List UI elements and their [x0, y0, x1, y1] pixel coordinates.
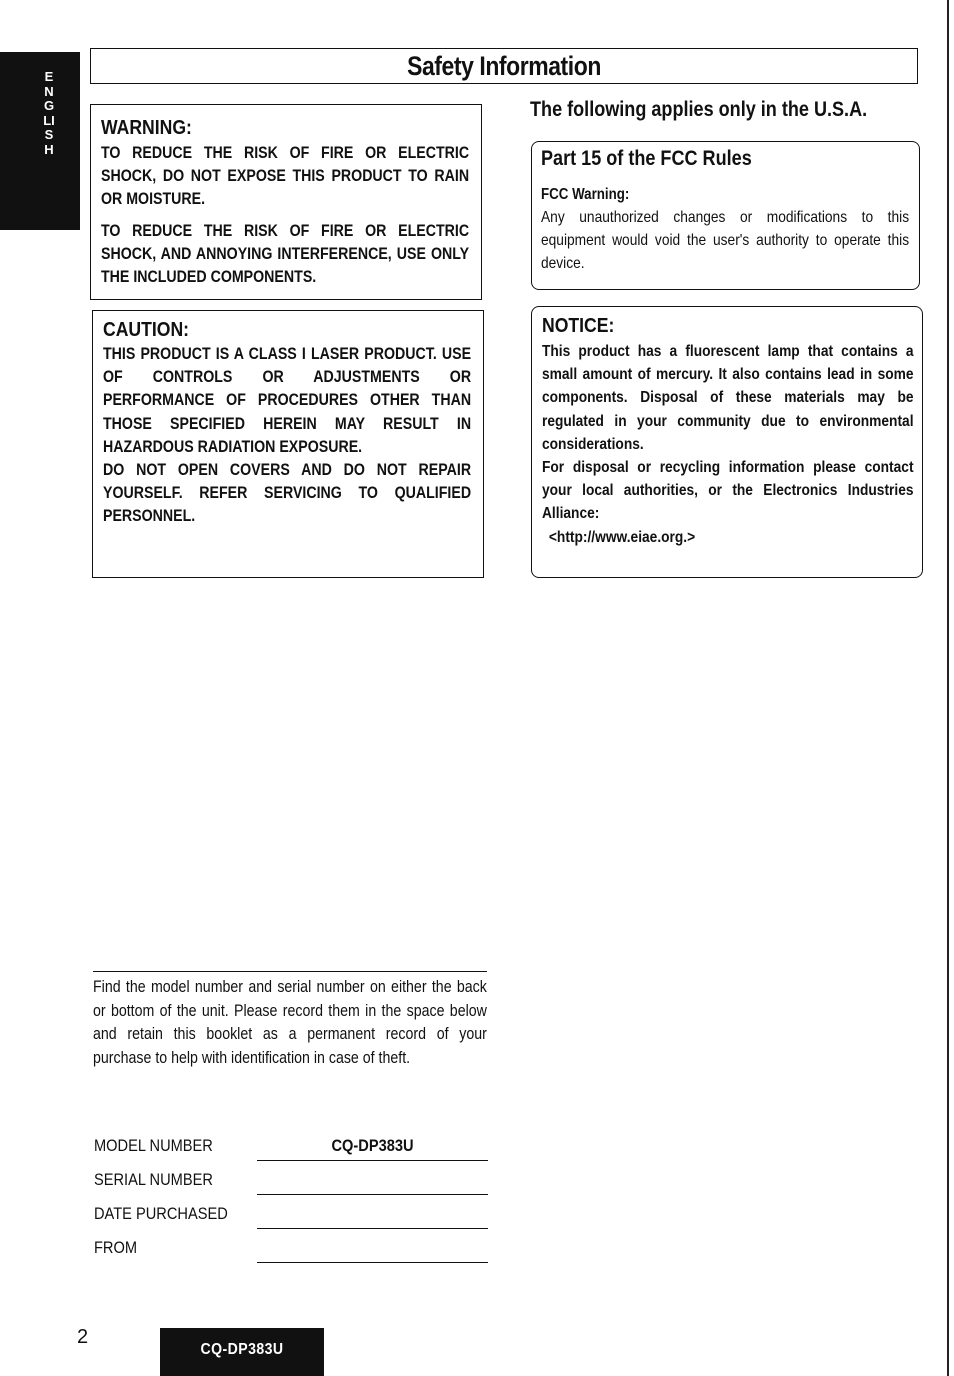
page-edge — [947, 0, 949, 1376]
warning-paragraph-2: TO REDUCE THE RISK OF FIRE OR ELECTRIC SHOCK, AND ANNOYING INTERFERENCE, USE ONLY THE INCLUDED COMPONENTS. — [101, 221, 470, 287]
notice-box — [531, 306, 923, 578]
record-divider — [93, 971, 487, 972]
model-number-label: MODEL NUMBER — [94, 1136, 213, 1155]
model-number-value: CQ-DP383U — [331, 1136, 414, 1155]
notice-paragraph-1: This product has a fluorescent lamp that contains a small amount of mercury. It also contains lead in some components. Disposal of these materials may be regulated in your community due to environmental considerations. — [542, 343, 914, 453]
caution-heading: CAUTION: — [103, 319, 190, 341]
language-tab — [0, 52, 80, 230]
notice-heading: NOTICE: — [542, 315, 615, 337]
caution-box — [92, 310, 484, 578]
title-box — [90, 48, 918, 84]
notice-url: <http://www.eiae.org.> — [548, 528, 696, 546]
page-number: 2 — [77, 1326, 89, 1348]
from-row — [94, 1238, 488, 1268]
notice-paragraph-2: For disposal or recycling information please contact your local authorities, or the Electronics Industries Alliance: — [542, 459, 914, 523]
language-tab-label: ENGLISH — [43, 69, 55, 157]
caution-text — [103, 343, 471, 529]
date-purchased-line — [257, 1228, 488, 1229]
model-number-row — [94, 1136, 488, 1166]
warning-paragraph-1: TO REDUCE THE RISK OF FIRE OR ELECTRIC SHOCK, DO NOT EXPOSE THIS PRODUCT TO RAIN OR MOISTURE. — [101, 144, 470, 209]
warning-text — [101, 142, 469, 289]
record-instructions: Find the model number and serial number on either the back or bottom of the unit. Please record them in the space below and retain this booklet as a permanent record of your purchase to help with identification in case of theft. — [93, 978, 487, 1067]
fcc-title: Part 15 of the FCC Rules — [541, 147, 752, 170]
notice-text — [542, 340, 914, 549]
serial-number-label: SERIAL NUMBER — [94, 1170, 213, 1189]
caution-paragraph-1: THIS PRODUCT IS A CLASS I LASER PRODUCT. USE OF CONTROLS OR ADJUSTMENTS OR PERFORMANCE OF PROCEDURES OTHER THAN THOSE SPECIFIED HEREIN MAY RESULT IN HAZARDOUS RADIATION EXPOSURE. — [103, 345, 472, 456]
model-number-line — [257, 1160, 488, 1161]
fcc-subtitle: FCC Warning: — [541, 186, 630, 203]
serial-number-row — [94, 1170, 488, 1200]
serial-number-line — [257, 1194, 488, 1195]
date-purchased-row — [94, 1204, 488, 1234]
warning-box — [90, 104, 482, 300]
from-label: FROM — [94, 1238, 138, 1257]
fcc-box — [531, 141, 920, 290]
caution-paragraph-2: DO NOT OPEN COVERS AND DO NOT REPAIR YOURSELF. REFER SERVICING TO QUALIFIED PERSONNEL. — [103, 461, 472, 526]
from-line — [257, 1262, 488, 1263]
warning-heading: WARNING: — [101, 117, 192, 139]
fcc-body: Any unauthorized changes or modifications to this equipment would void the user's authority to operate this device. — [541, 209, 910, 272]
usa-heading: The following applies only in the U.S.A. — [530, 98, 868, 121]
footer-model-label: CQ-DP383U — [200, 1341, 284, 1358]
footer-model-tab — [160, 1328, 324, 1376]
page-title: Safety Information — [407, 51, 601, 81]
date-purchased-label: DATE PURCHASED — [94, 1204, 228, 1223]
